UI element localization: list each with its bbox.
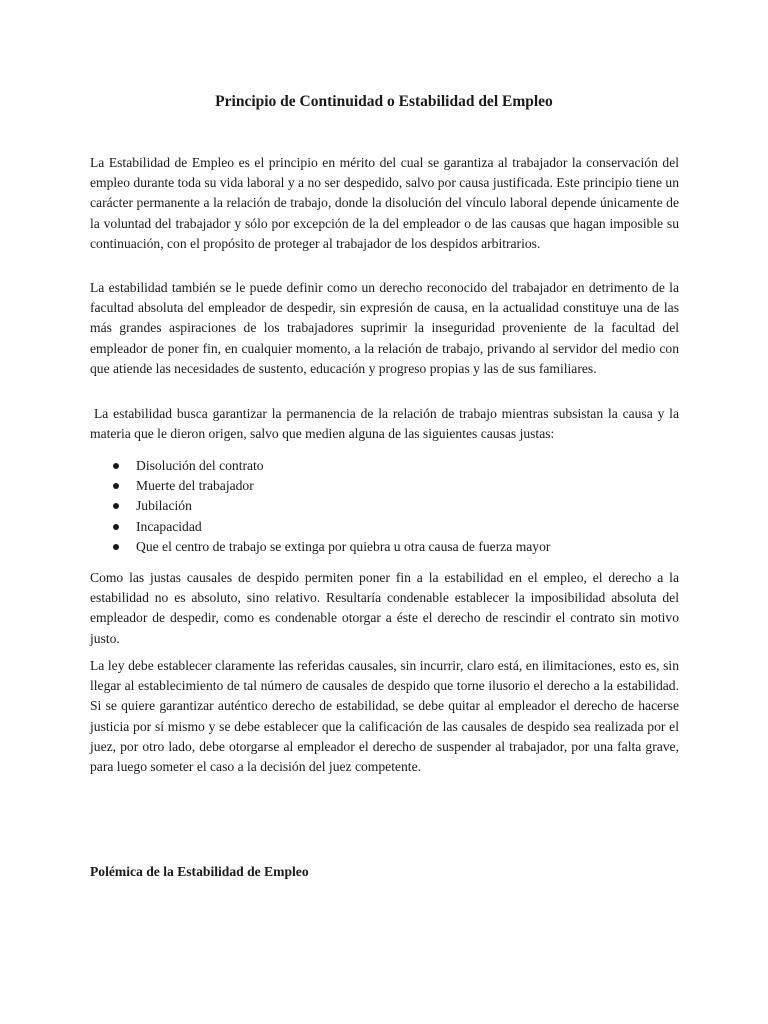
list-item-text: Muerte del trabajador (136, 478, 254, 494)
list-item-text: Jubilación (136, 498, 192, 514)
paragraph-relative-right: Como las justas causales de despido permiten poner fin a la estabilidad en el empleo, el derecho a la estabilidad no es absoluto, sino relativo. Resultaría condenable establecer la imposibilidad absoluta del empleador de despedir, como es condenable otorgar a éste el derecho de rescindir el contrato sin motivo justo. (90, 570, 679, 646)
paragraph-just-causes-intro: La estabilidad busca garantizar la permanencia de la relación de trabajo mientras subsistan la causa y la materia que le dieron origen, salvo que medien alguna de las siguientes causas justas: (90, 406, 679, 442)
list-item (90, 517, 679, 537)
list-item (90, 496, 679, 516)
list-item (90, 537, 679, 557)
bullet-icon (113, 483, 119, 489)
list-item-text: Disolución del contrato (136, 458, 264, 473)
bullet-icon (113, 463, 119, 469)
paragraph-right-recognized: La estabilidad también se le puede definir como un derecho reconocido del trabajador en detrimento de la facultad absoluta del empleador de despedir, sin expresión de causa, en la actualidad constituye una de las más grandes aspiraciones de los trabajadores suprimir la inseguridad proveniente de la facultad del empleador de poner fin, en cualquier momento, a la relación de trabajo, privando al servidor del medio con que atiende las necesidades de sustento, educación y progreso propias y las de sus familiares. (90, 280, 679, 376)
document-title: Principio de Continuidad o Estabilidad del Empleo (215, 93, 553, 110)
list-item-text: Que el centro de trabajo se extinga por quiebra u otra causa de fuerza mayor (136, 538, 551, 554)
paragraph-definition: La Estabilidad de Empleo es el principio en mérito del cual se garantiza al trabajador la conservación del empleo durante toda su vida laboral y a no ser despedido, salvo por causa justificada. Este principio tiene un carácter permanente a la relación de trabajo, donde la disolución del vínculo laboral depende únicamente de la voluntad del trabajador y sólo por excepción de la del empleador o de las causas que hagan imposible su continuación, con el propósito de proteger al trabajador de los despidos arbitrarios. (90, 155, 679, 251)
list-item (90, 456, 679, 476)
list-item (90, 476, 679, 496)
paragraph-law-causes: La ley debe establecer claramente las referidas causales, sin incurrir, claro está, en ilimitaciones, esto es, sin llegar al establecimiento de tal número de causales de despido que torne ilusorio el derecho a la estabilidad. Si se quiere garantizar auténtico derecho de estabilidad, se debe quitar al empleador el derecho de hacerse justicia por sí mismo y se debe establecer que la calificación de las causales de despido sea realizada por el juez, por otro lado, debe otorgarse al empleador el derecho de suspender al trabajador, por una falta grave, para luego someter el caso a la decisión del juez competente. (90, 658, 679, 775)
bullet-icon (113, 524, 119, 530)
section-subheading: Polémica de la Estabilidad de Empleo (90, 864, 309, 879)
bullet-icon (113, 544, 119, 550)
list-item-text: Incapacidad (136, 518, 202, 534)
just-causes-list (90, 456, 679, 557)
bullet-icon (113, 503, 119, 509)
